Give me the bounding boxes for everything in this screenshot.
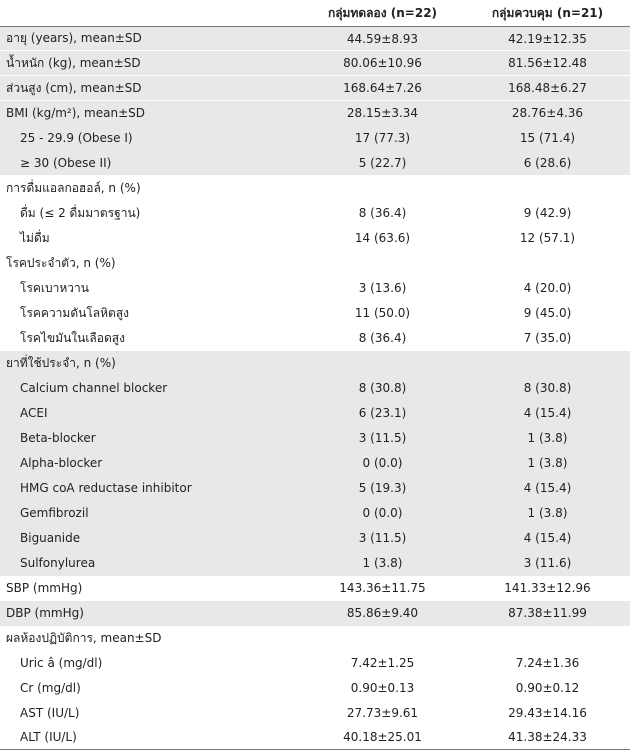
control-value: 3 (11.6)	[465, 551, 630, 576]
table-row	[0, 226, 630, 251]
control-value: 41.38±24.33	[465, 726, 630, 750]
table-row	[0, 626, 630, 651]
control-value: 7 (35.0)	[523, 331, 572, 345]
control-value: 1 (3.8)	[465, 451, 630, 476]
control-value: 9 (45.0)	[523, 306, 572, 320]
table-row	[0, 551, 630, 576]
row-label: AST (IU/L)	[20, 706, 80, 720]
row-label: โรคความดันโลหิตสูง	[20, 305, 130, 320]
control-value: 4 (15.4)	[465, 401, 630, 426]
table-row	[0, 701, 630, 726]
table-row	[0, 51, 630, 76]
table-row	[0, 601, 630, 626]
row-label: โรคประจำตัว, n (%)	[6, 255, 116, 270]
control-value	[465, 176, 630, 201]
table-row	[0, 726, 630, 750]
experimental-value: 143.36±11.75	[339, 581, 426, 595]
table-row	[0, 376, 630, 401]
table-row	[0, 151, 630, 176]
control-value: 6 (28.6)	[465, 151, 630, 176]
row-label: Gemfibrozil	[0, 501, 300, 526]
experimental-value: 7.42±1.25	[350, 656, 415, 670]
row-label: ACEI	[0, 401, 300, 426]
experimental-value: 3 (11.5)	[300, 426, 465, 451]
experimental-value: 85.86±9.40	[300, 601, 465, 626]
table-row	[0, 101, 630, 126]
experimental-value	[300, 251, 465, 276]
experimental-value: 5 (19.3)	[300, 476, 465, 501]
control-value: 0.90±0.12	[515, 681, 580, 695]
experimental-value: 168.64±7.26	[300, 76, 465, 101]
row-label: DBP (mmHg)	[0, 601, 300, 626]
experimental-value: 3 (13.6)	[358, 281, 407, 295]
row-label: ไม่ดื่ม	[20, 230, 50, 245]
experimental-value: 80.06±10.96	[300, 51, 465, 76]
row-label: ส่วนสูง (cm), mean±SD	[0, 76, 300, 101]
header-label-column	[0, 0, 300, 27]
control-value: 87.38±11.99	[465, 601, 630, 626]
table-row	[0, 451, 630, 476]
table-row	[0, 526, 630, 551]
control-value	[465, 351, 630, 376]
table-row	[0, 176, 630, 201]
experimental-value: 8 (36.4)	[358, 206, 407, 220]
table-row	[0, 501, 630, 526]
control-value: 4 (20.0)	[523, 281, 572, 295]
header-row	[0, 0, 630, 27]
row-label: Beta-blocker	[0, 426, 300, 451]
row-label: HMG coA reductase inhibitor	[0, 476, 300, 501]
control-value: 4 (15.4)	[465, 476, 630, 501]
table-row	[0, 676, 630, 701]
row-label: ดื่ม (≤ 2 ดื่มมาตรฐาน)	[20, 205, 141, 220]
table-row	[0, 201, 630, 226]
experimental-value	[300, 626, 465, 651]
table-body	[0, 27, 630, 750]
experimental-value: 3 (11.5)	[300, 526, 465, 551]
control-value: 29.43±14.16	[508, 706, 587, 720]
header-experimental-group: กลุ่มทดลอง (n=22)	[300, 0, 465, 27]
control-value: 81.56±12.48	[465, 51, 630, 76]
experimental-value: 27.73±9.61	[346, 706, 419, 720]
control-value: 15 (71.4)	[465, 126, 630, 151]
row-label: ยาที่ใช้ประจำ, n (%)	[0, 351, 300, 376]
row-label: การดื่มแอลกอฮอล์, n (%)	[6, 180, 141, 195]
table-row	[0, 276, 630, 301]
table-row	[0, 76, 630, 101]
row-label: โรคเบาหวาน	[20, 280, 89, 295]
experimental-value	[300, 176, 465, 201]
row-label: 25 - 29.9 (Obese I)	[0, 126, 300, 151]
table-row	[0, 126, 630, 151]
row-label: น้ำหนัก (kg), mean±SD	[0, 51, 300, 76]
experimental-value: 44.59±8.93	[300, 27, 465, 51]
table-row	[0, 576, 630, 601]
row-label: BMI (kg/m²), mean±SD	[0, 101, 300, 126]
table-row	[0, 401, 630, 426]
table-header	[0, 0, 630, 27]
control-value	[465, 626, 630, 651]
row-label: ALT (IU/L)	[0, 726, 300, 750]
experimental-value: 0.90±0.13	[350, 681, 415, 695]
row-label: SBP (mmHg)	[6, 581, 83, 595]
header-control-group: กลุ่มควบคุม (n=21)	[465, 0, 630, 27]
table-row	[0, 326, 630, 351]
table-row	[0, 351, 630, 376]
experimental-value: 17 (77.3)	[300, 126, 465, 151]
table-row	[0, 426, 630, 451]
row-label: Biguanide	[0, 526, 300, 551]
experimental-value: 1 (3.8)	[300, 551, 465, 576]
control-value: 8 (30.8)	[465, 376, 630, 401]
row-label: Cr (mg/dl)	[20, 681, 81, 695]
experimental-value: 6 (23.1)	[300, 401, 465, 426]
row-label: Calcium channel blocker	[0, 376, 300, 401]
experimental-value: 0 (0.0)	[300, 451, 465, 476]
control-value: 141.33±12.96	[504, 581, 591, 595]
control-value: 7.24±1.36	[515, 656, 580, 670]
experimental-value: 8 (30.8)	[300, 376, 465, 401]
table-row	[0, 251, 630, 276]
experimental-value: 11 (50.0)	[354, 306, 411, 320]
control-value: 1 (3.8)	[465, 501, 630, 526]
experimental-value: 0 (0.0)	[300, 501, 465, 526]
experimental-value: 40.18±25.01	[300, 726, 465, 750]
control-value: 4 (15.4)	[465, 526, 630, 551]
row-label: อายุ (years), mean±SD	[0, 27, 300, 51]
control-value: 12 (57.1)	[519, 231, 576, 245]
control-value: 28.76±4.36	[465, 101, 630, 126]
row-label: ผลห้องปฏิบัติการ, mean±SD	[6, 630, 162, 645]
experimental-value: 14 (63.6)	[354, 231, 411, 245]
table-row	[0, 651, 630, 676]
control-value: 42.19±12.35	[465, 27, 630, 51]
table-row	[0, 27, 630, 51]
row-label: Uric â (mg/dl)	[20, 656, 103, 670]
experimental-value: 5 (22.7)	[300, 151, 465, 176]
experimental-value	[300, 351, 465, 376]
control-value	[465, 251, 630, 276]
row-label: Alpha-blocker	[0, 451, 300, 476]
table-row	[0, 476, 630, 501]
experimental-value: 28.15±3.34	[300, 101, 465, 126]
control-value: 9 (42.9)	[523, 206, 572, 220]
control-value: 1 (3.8)	[465, 426, 630, 451]
experimental-value: 8 (36.4)	[358, 331, 407, 345]
row-label: Sulfonylurea	[0, 551, 300, 576]
row-label: ≥ 30 (Obese II)	[0, 151, 300, 176]
row-label: โรคไขมันในเลือดสูง	[20, 330, 125, 345]
control-value: 168.48±6.27	[465, 76, 630, 101]
table-row	[0, 301, 630, 326]
